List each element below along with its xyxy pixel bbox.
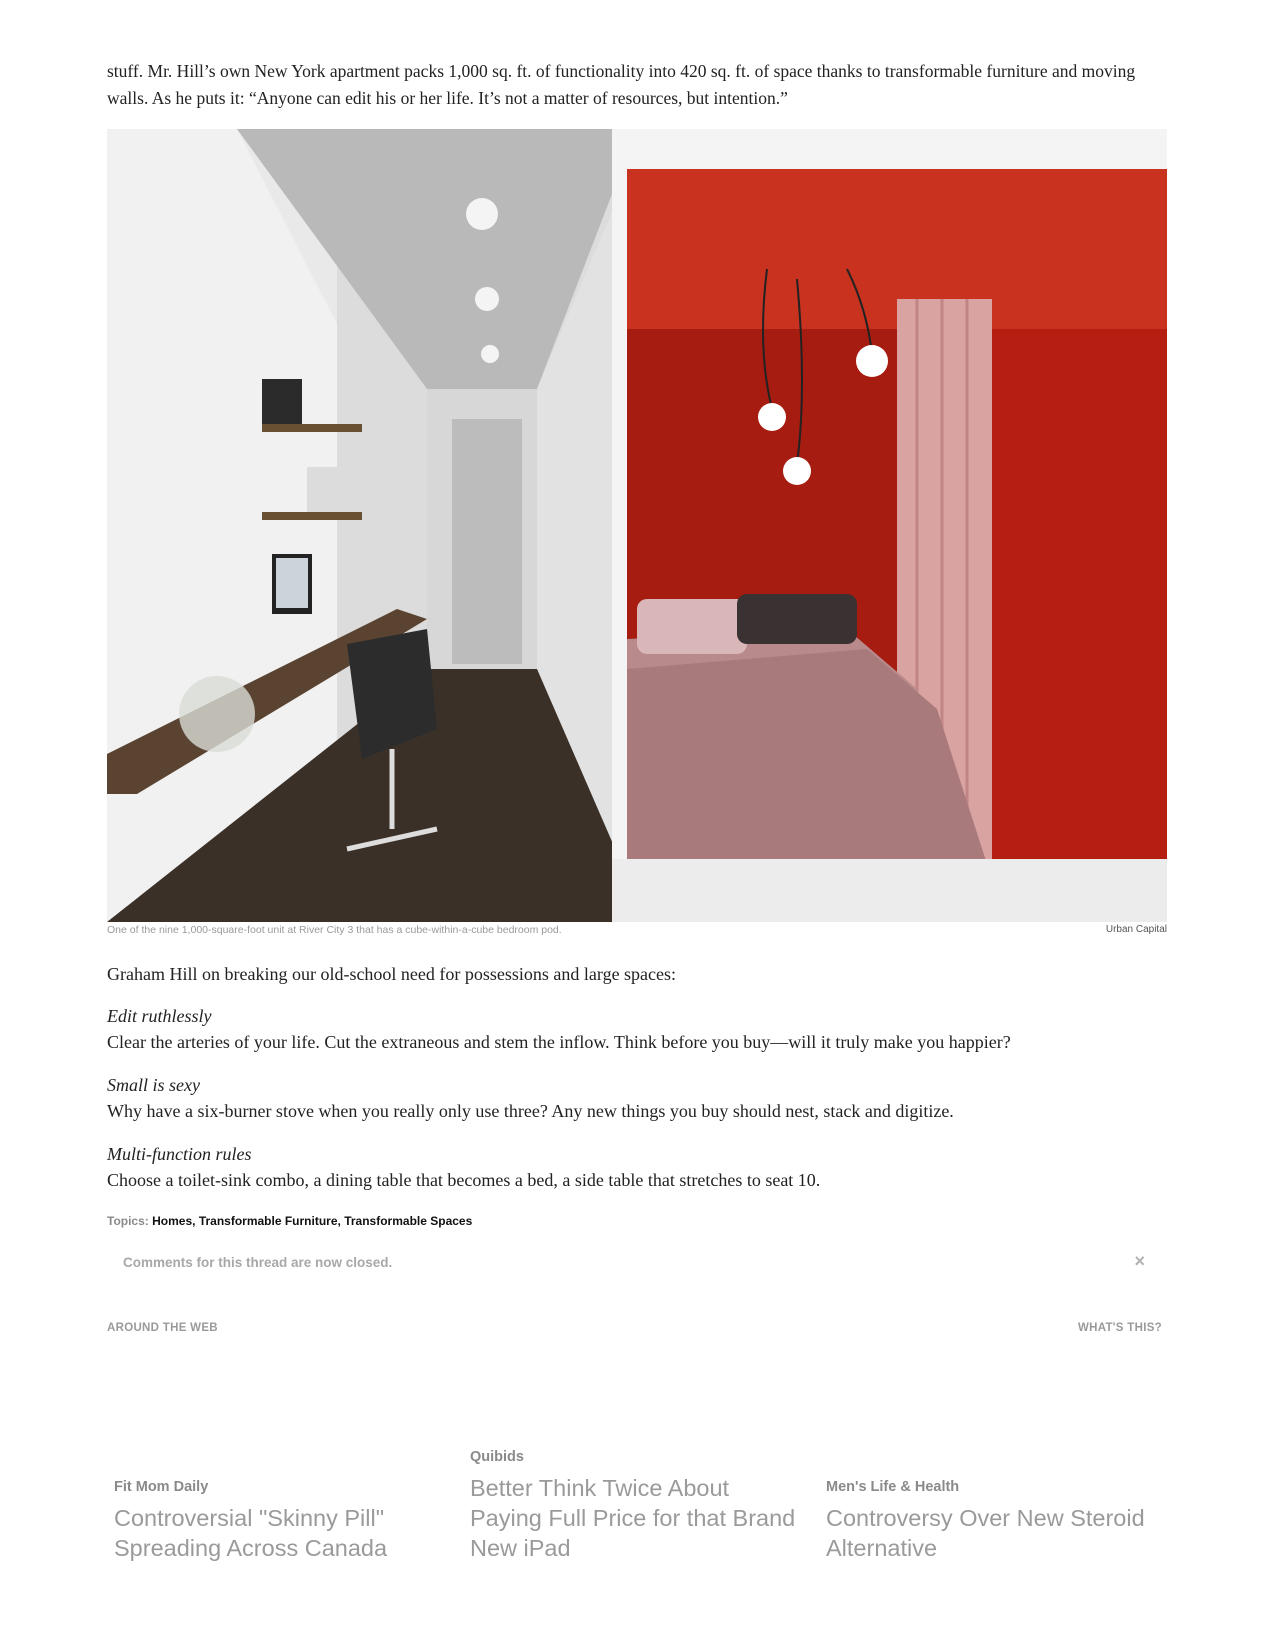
tip-heading: Multi-function rules	[107, 1144, 252, 1164]
promo-source: Quibids	[470, 1449, 524, 1465]
photo-credit: Urban Capital	[1105, 924, 1167, 935]
promo-title[interactable]: Better Think Twice About Paying Full Price for that Brand New iPad	[470, 1475, 796, 1561]
article-intro-paragraph: stuff. Mr. Hill’s own New York apartment packs 1,000 sq. ft. of functionality into 420 sq. ft. of space thanks to transformable furniture and moving walls. As he puts it: “Anyone can edit his or her life. It’s not a matter of resources, but intention.”	[107, 61, 1136, 108]
promo-card[interactable]	[826, 1479, 1161, 1563]
topics-bar: Topics: Homes, Transformable Furniture, Transformable Spaces	[107, 1214, 473, 1228]
comments-closed-message: Comments for this thread are now closed.	[123, 1255, 393, 1270]
close-icon[interactable]: ×	[1134, 1251, 1145, 1271]
topics-label: Topics:	[107, 1214, 149, 1228]
topic-link-homes[interactable]: Homes	[152, 1214, 193, 1228]
tips-lede: Graham Hill on breaking our old-school need for possessions and large spaces:	[107, 964, 677, 984]
tip-body: Clear the arteries of your life. Cut the extraneous and stem the inflow. Think before you buy—will it truly make you happier?	[107, 1032, 1011, 1052]
bedroom-pod-illustration	[107, 129, 1167, 922]
tip-body: Why have a six-burner stove when you really only use three? Any new things you buy should nest, stack and digitize.	[107, 1101, 954, 1121]
promo-card[interactable]	[114, 1479, 449, 1563]
topic-link-transformable-spaces[interactable]: Transformable Spaces	[344, 1214, 473, 1228]
promo-source: Men's Life & Health	[826, 1479, 960, 1495]
tip-heading: Edit ruthlessly	[107, 1006, 212, 1026]
comments-closed-notice	[107, 1243, 1167, 1283]
promo-card[interactable]	[470, 1449, 805, 1563]
photo-caption-row	[107, 924, 1167, 936]
whats-this-link[interactable]: WHAT'S THIS?	[1077, 1322, 1162, 1334]
promo-source: Fit Mom Daily	[114, 1479, 209, 1495]
around-the-web-label: AROUND THE WEB	[107, 1322, 218, 1334]
tip-body: Choose a toilet-sink combo, a dining table that becomes a bed, a side table that stretches to seat 10.	[107, 1170, 821, 1190]
around-the-web-header	[107, 1322, 1162, 1334]
promo-title[interactable]: Controversy Over New Steroid Alternative	[826, 1505, 1145, 1561]
article-photo	[107, 129, 1167, 922]
tip-small-is-sexy	[107, 1072, 954, 1124]
promo-title[interactable]: Controversial "Skinny Pill" Spreading Across Canada	[114, 1505, 388, 1561]
tip-multi-function-rules	[107, 1141, 820, 1193]
topic-link-transformable-furniture[interactable]: Transformable Furniture	[198, 1214, 338, 1228]
tip-heading: Small is sexy	[107, 1075, 200, 1095]
photo-caption: One of the nine 1,000-square-foot unit at River City 3 that has a cube-within-a-cube bedroom pod.	[107, 924, 562, 936]
tip-edit-ruthlessly	[107, 1003, 1011, 1055]
